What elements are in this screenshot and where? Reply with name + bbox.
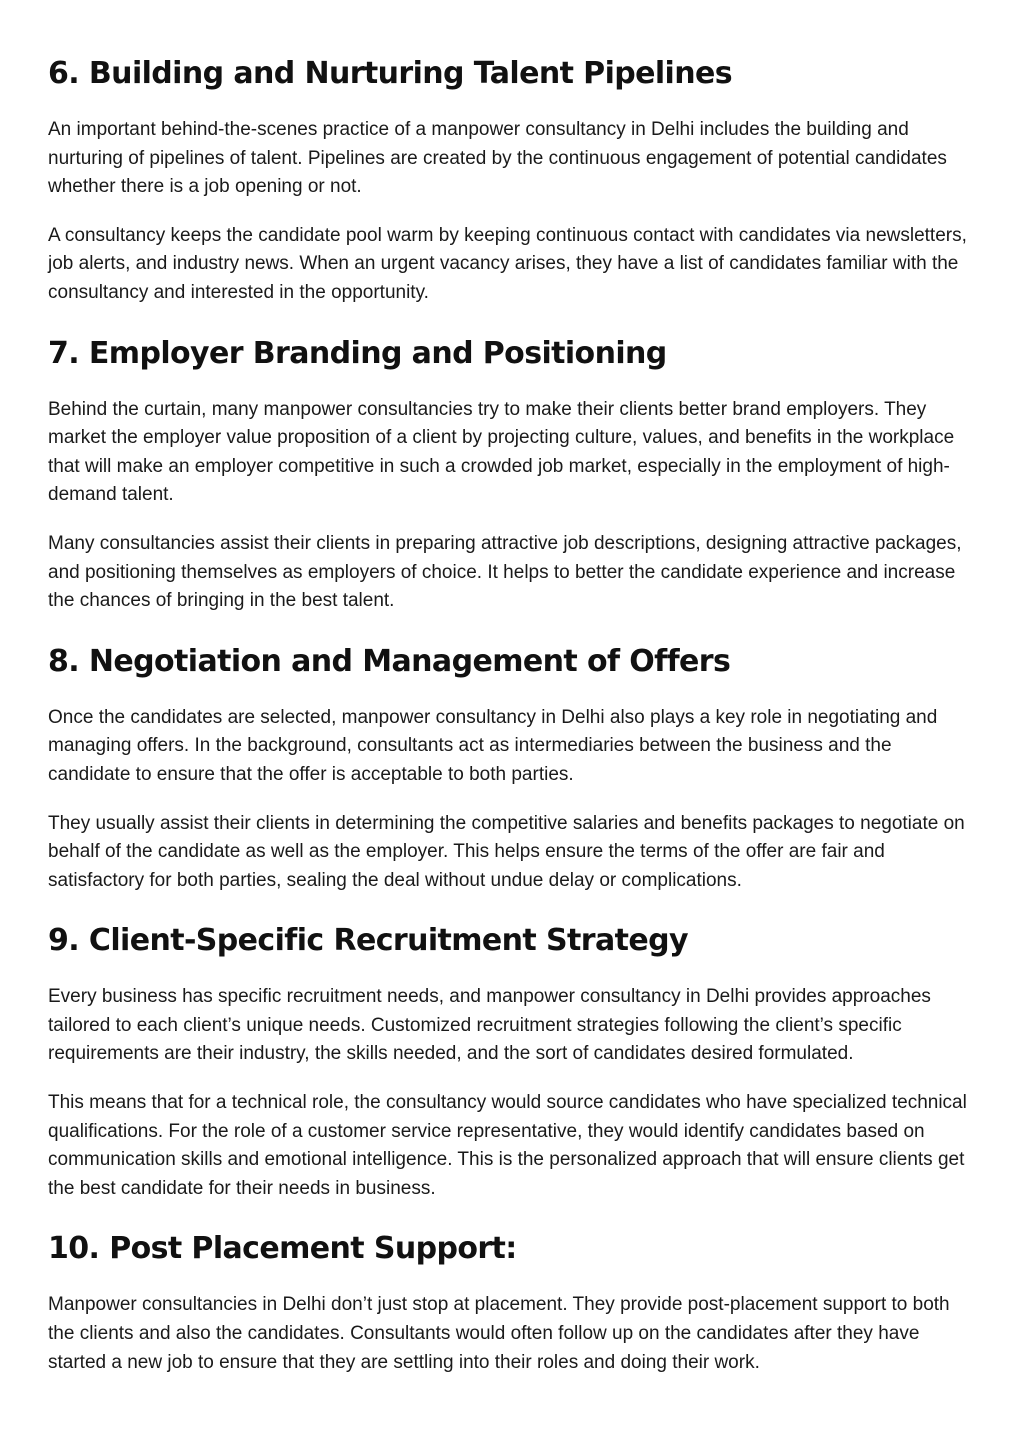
document-page (48, 54, 976, 1397)
paragraph: Behind the curtain, many manpower consultancies try to make their clients better brand employers. They market the employer value proposition of a client by projecting culture, values, and benefits in the workplace that will make an employer competitive in such a crowded job market, especially in the employment of high-demand talent. (48, 398, 955, 506)
paragraph: An important behind-the-scenes practice of a manpower consultancy in Delhi includes the building and nurturing of pipelines of talent. Pipelines are created by the continuous engagement of potential candidates whether there is a job opening or not. (48, 119, 947, 198)
paragraph: Every business has specific recruitment needs, and manpower consultancy in Delhi provides approaches tailored to each client’s unique needs. Customized recruitment strategies following the client’s specific requirements are their industry, the skills needed, and the sort of candidates desired formulated. (48, 986, 931, 1065)
paragraph: Manpower consultancies in Delhi don’t just stop at placement. They provide post-placement support to both the clients and also the candidates. Consultants would often follow up on the candidates after they have started a new job to ensure that they are settling into their roles and doing their work. (48, 1294, 950, 1373)
section-heading: 10. Post Placement Support: (48, 1231, 517, 1267)
section-offer-negotiation (48, 642, 976, 896)
section-heading: 9. Client-Specific Recruitment Strategy (48, 923, 688, 959)
paragraph: This means that for a technical role, the consultancy would source candidates who have specialized technical qualifications. For the role of a customer service representative, they would identify candidates based on communication skills and emotional intelligence. This is the personalized approach that will ensure clients get the best candidate for their needs in business. (48, 1092, 967, 1199)
section-heading: 8. Negotiation and Management of Offers (48, 643, 731, 679)
section-recruitment-strategy (48, 921, 976, 1203)
section-heading: 7. Employer Branding and Positioning (48, 335, 667, 371)
paragraph: Once the candidates are selected, manpower consultancy in Delhi also plays a key role in negotiating and managing offers. In the background, consultants act as intermediaries between the business and the candidate to ensure that the offer is acceptable to both parties. (48, 706, 938, 785)
paragraph: They usually assist their clients in determining the competitive salaries and benefits packages to negotiate on behalf of the candidate as well as the employer. This helps ensure the terms of the offer are fair and satisfactory for both parties, sealing the deal without undue delay or complications. (48, 812, 965, 891)
paragraph: Many consultancies assist their clients in preparing attractive job descriptions, designing attractive packages, and positioning themselves as employers of choice. It helps to better the candidate experience and increase the chances of bringing in the best talent. (48, 532, 962, 612)
section-post-placement-support (48, 1229, 976, 1377)
section-talent-pipelines (48, 54, 976, 308)
section-employer-branding (48, 334, 976, 616)
section-heading: 6. Building and Nurturing Talent Pipelines (48, 56, 733, 91)
paragraph: A consultancy keeps the candidate pool warm by keeping continuous contact with candidates via newsletters, job alerts, and industry news. When an urgent vacancy arises, they have a list of candidates familiar with the consultancy and interested in the opportunity. (48, 224, 967, 303)
